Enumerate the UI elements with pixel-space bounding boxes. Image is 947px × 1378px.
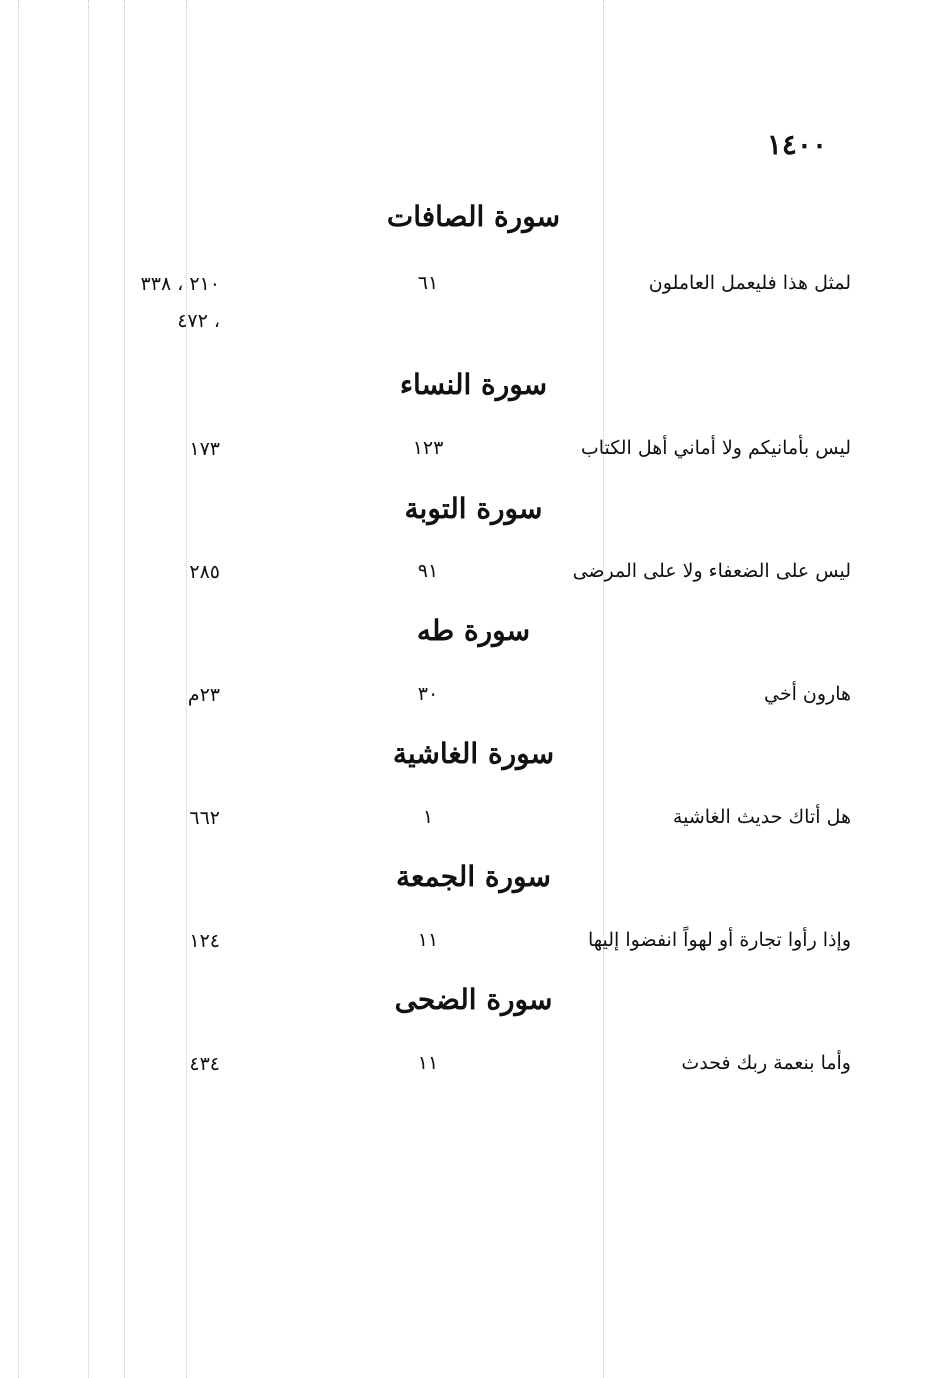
page-refs: ١٧٣ [189, 438, 220, 460]
verse-text: هل أتاك حديث الغاشية [672, 806, 851, 828]
surah-heading: سورة طه [416, 614, 531, 647]
page-refs-line: ٢١٠ ، ٣٣٨ [140, 273, 220, 295]
ayah-number: ٣٠ [417, 683, 439, 705]
surah-heading: سورة الغاشية [392, 737, 555, 770]
ayah-number: ١ [422, 806, 434, 828]
ayah-number: ١٢٣ [412, 437, 444, 459]
surah-heading: سورة الضحى [394, 983, 553, 1016]
ayah-number: ٦١ [417, 272, 439, 294]
surah-heading: سورة النساء [399, 368, 548, 401]
page-refs [100, 266, 220, 340]
surah-heading: سورة الصافات [386, 200, 561, 233]
surah-heading: سورة الجمعة [396, 860, 551, 893]
page-refs: ٢٣م [187, 684, 220, 706]
verse-text: هارون أخي [763, 683, 851, 705]
verse-text: وأما بنعمة ربك فحدث [681, 1052, 851, 1074]
ayah-number: ١١ [417, 1052, 439, 1074]
surah-heading: سورة التوبة [404, 492, 543, 525]
ayah-number: ٩١ [417, 560, 439, 582]
page-refs: ١٢٤ [189, 930, 220, 952]
page-refs: ٢٨٥ [189, 561, 220, 583]
page-number: ١٤٠٠ [766, 128, 827, 161]
page-refs: ٤٣٤ [189, 1053, 220, 1075]
verse-text: ليس على الضعفاء ولا على المرضى [572, 560, 851, 582]
verse-text: ليس بأمانيكم ولا أماني أهل الكتاب [580, 437, 851, 459]
page-refs-line: ، ٤٧٢ [177, 310, 220, 332]
verse-text: لمثل هذا فليعمل العاملون [648, 272, 851, 294]
verse-text: وإذا رأوا تجارة أو لهواً انفضوا إليها [587, 929, 851, 951]
ayah-number: ١١ [417, 929, 439, 951]
page-refs: ٦٦٢ [189, 807, 220, 829]
